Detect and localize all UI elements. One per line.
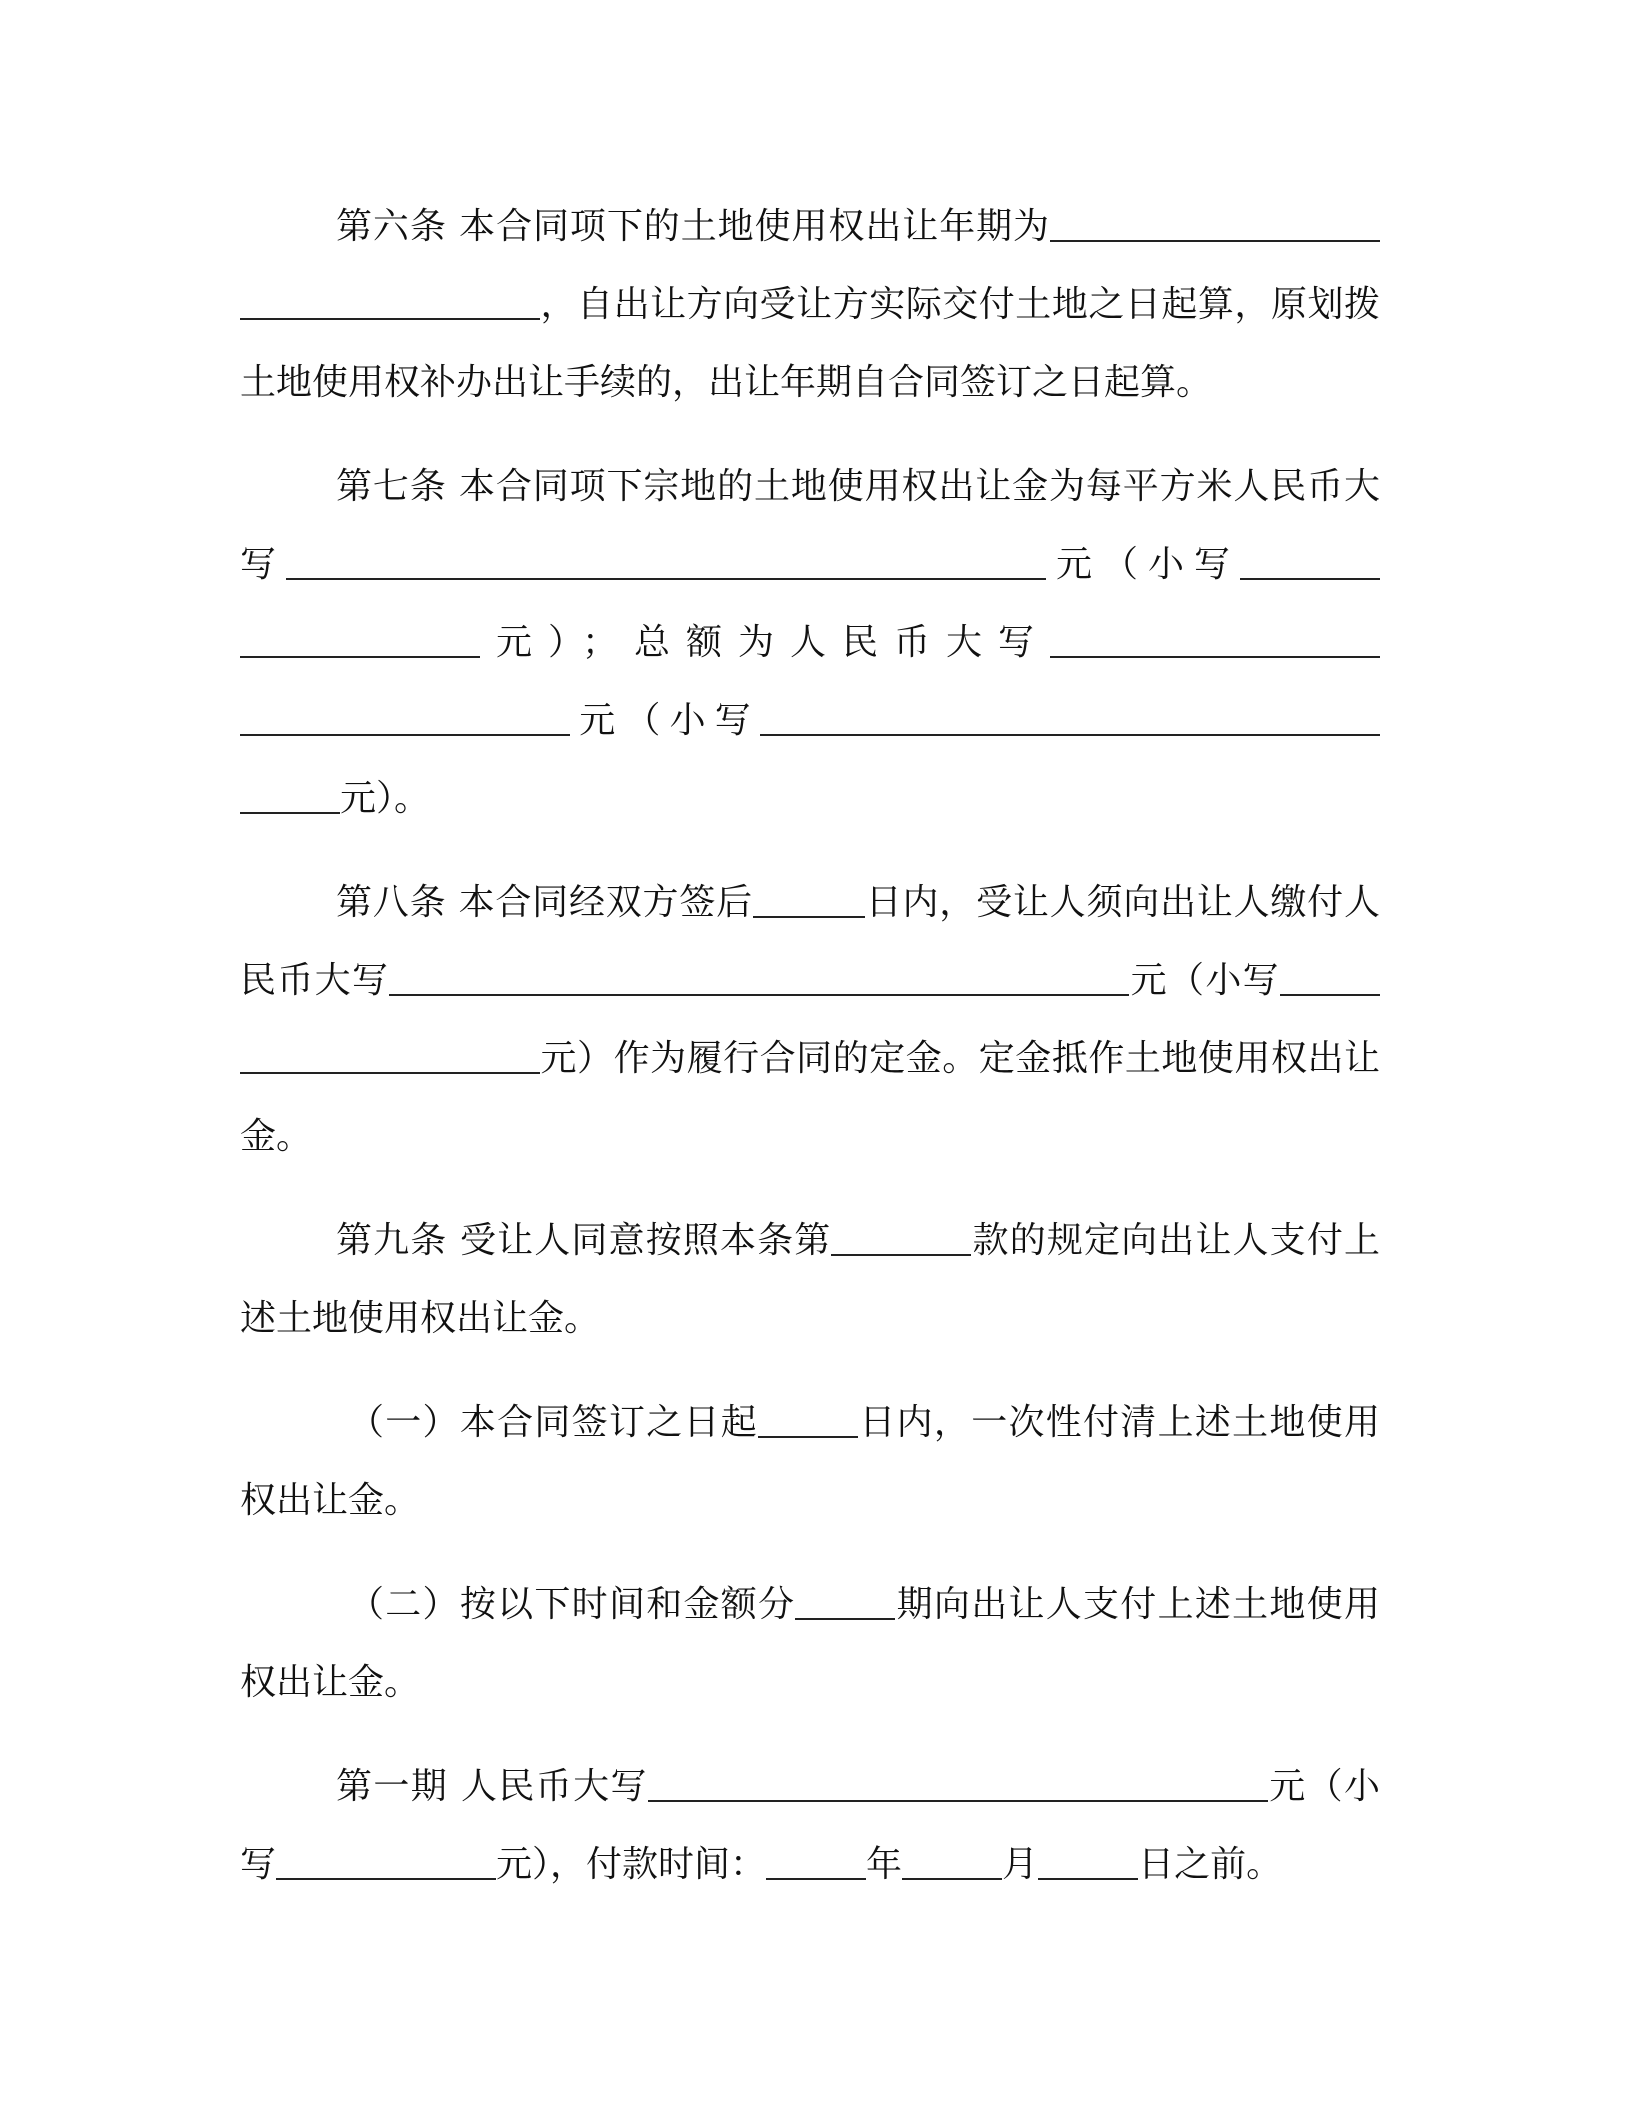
blank-total-figures-1 [760,694,1380,736]
installment-1-text-3: 元），付款时间： [496,1844,767,1885]
article-8 [240,864,1380,1176]
article-7-text-5: 元）。 [340,778,431,819]
article-8-text-3: 元（小写 [1129,960,1280,1001]
blank-installment-count [795,1578,895,1620]
article-6 [240,188,1380,422]
installment-1 [240,1748,1380,1904]
installment-1-month: 月 [1002,1844,1039,1885]
blank-unit-price-figures-2 [240,616,480,658]
article-9-head: 第九条 [336,1220,448,1261]
article-7 [240,448,1380,838]
item-2 [240,1566,1380,1722]
article-8-text-4: 元）作为履行合同的定金。定金抵作土地使用权出让金。 [240,1038,1380,1157]
blank-total-words-2 [240,694,570,736]
item-1 [240,1384,1380,1540]
blank-deposit-days [753,876,865,918]
item-1-text-2: 日内，一次性付清上述土地使用权出让金。 [240,1402,1380,1521]
article-8-head: 第八条 [336,882,447,923]
blank-unit-price-figures-1 [1240,538,1380,580]
blank-deposit-words [389,954,1129,996]
article-8-text-2: 日内，受让人须向出让人缴付人民币大写 [240,882,1380,1001]
article-9-text-1: 受让人同意按照本条第 [460,1220,832,1261]
item-2-text-1: （二）按以下时间和金额分 [348,1584,796,1625]
article-8-text-1: 本合同经双方签后 [458,882,753,923]
blank-deposit-figures-1 [1280,954,1380,996]
installment-1-text-2: 元（小写 [240,1766,1380,1885]
blank-day [1038,1838,1138,1880]
blank-total-figures-2 [240,772,340,814]
installment-1-year: 年 [866,1844,903,1885]
article-6-head: 第六条 [336,206,447,247]
article-7-text-1: 本合同项下宗地的土地使用权出让金为每平方米人民币大写 [240,466,1380,585]
installment-1-text-1: 人民币大写 [460,1766,648,1807]
article-7-head: 第七条 [336,466,447,507]
document-page [240,188,1380,1930]
blank-term-1 [1050,200,1380,242]
blank-installment-figures [276,1838,496,1880]
article-9-text-2: 款的规定向出让人支付上述土地使用权出让金。 [240,1220,1380,1339]
article-7-text-3: 元）；总额为人民币大写 [480,622,1050,663]
blank-lump-sum-days [758,1396,858,1438]
blank-term-2 [240,278,540,320]
item-2-text-2: 期向出让人支付上述土地使用权出让金。 [240,1584,1380,1703]
installment-1-day: 日之前。 [1138,1844,1283,1885]
blank-month [902,1838,1002,1880]
article-7-text-2: 元（小写 [1046,544,1240,585]
installment-1-head: 第一期 [336,1766,449,1807]
blank-clause-number [831,1214,971,1256]
article-7-text-4: 元（小写 [570,700,760,741]
blank-total-words-1 [1050,616,1380,658]
article-9 [240,1202,1380,1358]
item-1-text-1: （一）本合同签订之日起 [348,1402,759,1443]
blank-year [766,1838,866,1880]
blank-unit-price-words [286,538,1046,580]
blank-deposit-figures-2 [240,1032,540,1074]
blank-installment-words [648,1760,1268,1802]
article-6-text-2: ，自出让方向受让方实际交付土地之日起算，原划拨土地使用权补办出让手续的，出让年期自合同签订之日起算。 [240,284,1380,403]
article-6-text-1: 本合同项下的土地使用权出让年期为 [459,206,1050,247]
